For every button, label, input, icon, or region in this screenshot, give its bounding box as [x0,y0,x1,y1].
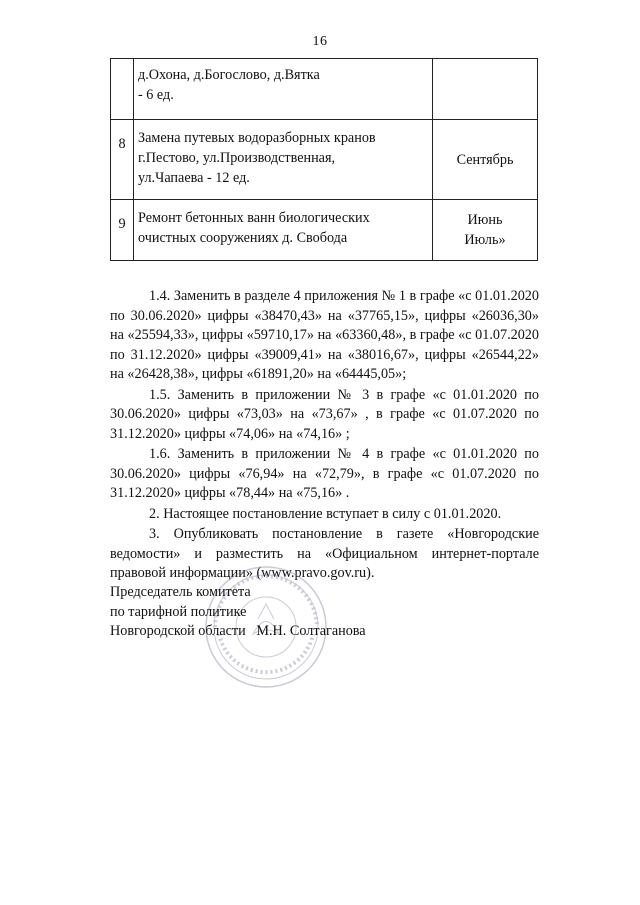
row-description [134,200,433,261]
paragraph-1-6: 1.6. Заменить в приложении № 4 в графе «с 01.01.2020 по 30.06.2020» цифры «76,94» на «72,79», в графе «с 01.07.2020 по 31.12.2020» цифры «78,44» на «75,16» . [110,446,539,501]
row-term [433,200,538,261]
signature-block [110,583,366,642]
row-description [134,59,433,120]
table-row [111,120,538,200]
signatory-region-and-name [110,622,366,642]
description-line: - 6 ед. [138,87,174,103]
work-plan-table [110,58,538,261]
term-line: Июнь [467,212,503,228]
paragraph-1-4: 1.4. Заменить в разделе 4 приложения № 1 в графе «с 01.01.2020 по 30.06.2020» цифры «38470,43» на «37765,15», цифры «26036,30» на «25594,33», цифры «59710,17» на «63360,48», в графе «с 01.07.2020 по 31.12.2020» цифры «39009,41» на «38016,67», цифры «26544,22» на «26428,38», цифры «61891,20» на «64445,05»; [110,288,539,382]
description-line: г.Пестово, ул.Производственная, [138,150,336,166]
description-line: Ремонт бетонных ванн биологических [138,210,370,226]
signatory-region: Новгородской области [110,623,246,639]
description-line: д.Охона, д.Богослово, д.Вятка [138,67,320,83]
description-line: очистных сооружениях д. Свобода [138,230,348,246]
signatory-position: Председатель комитета [110,584,251,600]
paragraph-1-5: 1.5. Заменить в приложении № 3 в графе «с 01.01.2020 по 30.06.2020» цифры «73,03» на «73,67» , в графе «с 01.07.2020 по 31.12.2020» цифры «74,06» на «74,16» ; [110,386,539,442]
signatory-name: М.Н. Солтаганова [256,623,366,639]
table-row [111,59,538,120]
description-line: Замена путевых водоразборных кранов [138,130,376,146]
row-description [134,120,433,200]
term-line: Сентябрь [456,151,514,168]
table-row [111,200,538,261]
term-line: Июль» [464,232,506,248]
signatory-committee: по тарифной политике [110,603,247,620]
row-number: 9 [111,200,134,261]
description-line: ул.Чапаева - 12 ед. [138,170,250,186]
resolution-body [110,287,539,585]
row-term [433,59,538,120]
row-number [111,59,134,120]
row-term [433,120,538,200]
paragraph-3: 3. Опубликовать постановление в газете «Новгородские ведомости» и разместить на «Официальном интернет-портале правовой информации» (www.pravo.gov.ru). [110,526,539,581]
paragraph-2: 2. Настоящее постановление вступает в силу с 01.01.2020. [149,505,502,522]
page-number: 16 [312,34,328,49]
row-number: 8 [111,120,134,200]
